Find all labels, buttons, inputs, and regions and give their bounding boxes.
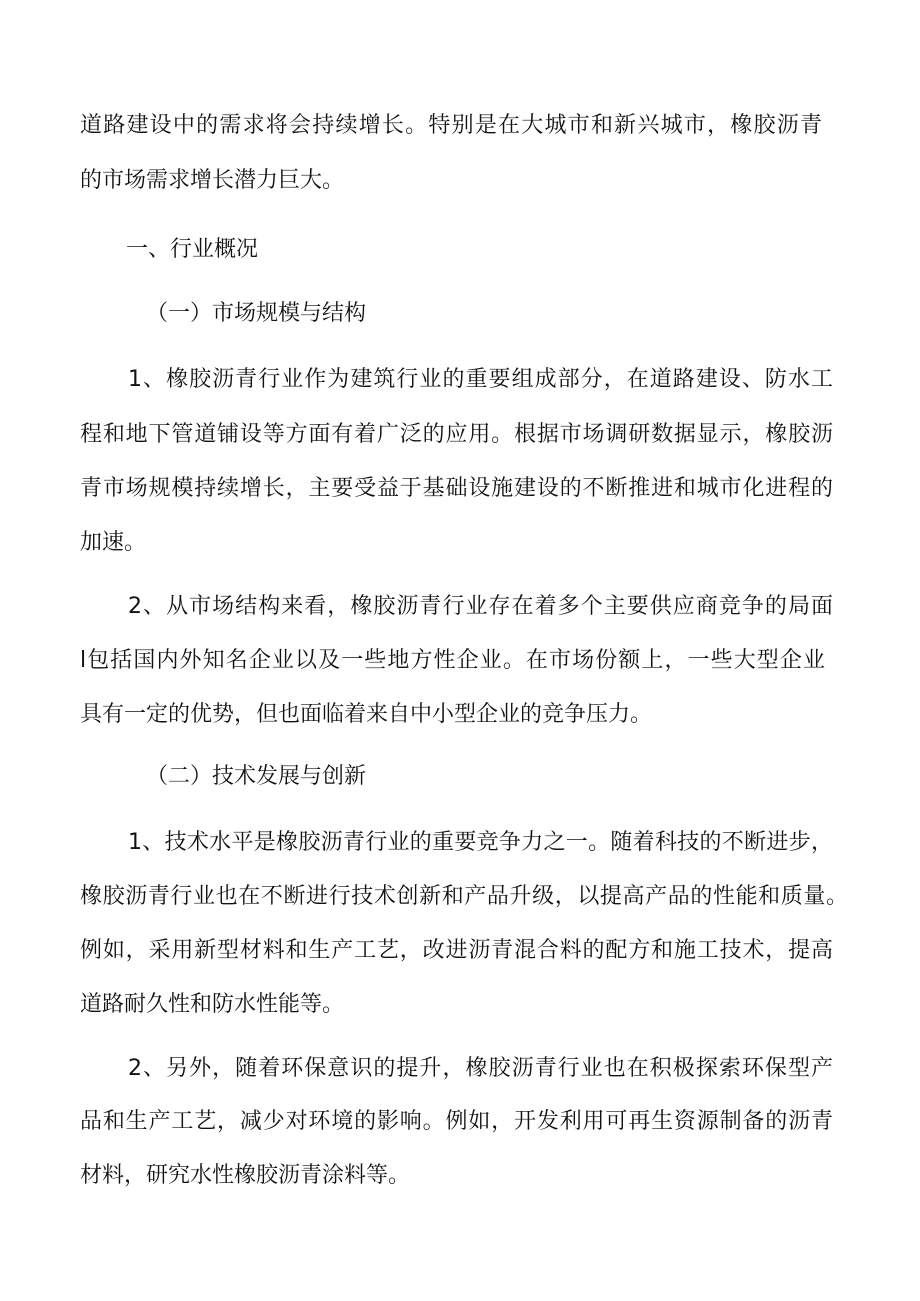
paragraph-line: 的市场需求增长潜力巨大。 <box>80 168 345 193</box>
paragraph-line: 具有一定的优势，但也面临着来自中小型企业的竞争压力。 <box>80 702 653 727</box>
text-run: 青市场规模持续增长，主要受益于基础设施建设的不断推进和城市化进程的 <box>80 476 834 501</box>
text-run: 2、另外，随着环保意识的提升，橡胶沥青行业也在积极探索环保型产 <box>128 1056 835 1081</box>
text-run: l包括国内外知名企业以及一些地方性企业。在市场份额上，一些大型企业 <box>80 648 827 673</box>
text-run: 1、橡胶沥青行业作为建筑行业的重要组成部分，在道路建设、防水工 <box>128 367 835 392</box>
section-heading: 一、行业概况 <box>126 237 259 262</box>
paragraph-line <box>128 1054 833 1084</box>
paragraph-line <box>80 646 825 676</box>
paragraph-line <box>128 365 833 395</box>
paragraph-line <box>128 828 833 858</box>
paragraph-line <box>80 420 833 450</box>
paragraph-line <box>80 474 833 504</box>
subsection-heading: （二）技术发展与创新 <box>146 764 367 789</box>
paragraph-line: 道路耐久性和防水性能等。 <box>80 992 345 1017</box>
paragraph-line <box>80 882 848 912</box>
subsection-heading: （一）市场规模与结构 <box>146 301 367 326</box>
paragraph-line <box>128 592 833 622</box>
paragraph-line <box>80 1107 833 1137</box>
text-run: 例如，采用新型材料和生产工艺，改进沥青混合料的配方和施工技术，提高 <box>80 938 834 963</box>
text-run: 橡胶沥青行业也在不断进行技术创新和产品升级，以提高产品的性能和质量。 <box>80 884 849 909</box>
text-run: 1、技术水平是橡胶沥青行业的重要竞争力之一。随着科技的不断进步， <box>128 830 834 855</box>
text-run: 2、从市场结构来看，橡胶沥青行业存在着多个主要供应商竞争的局面 <box>128 594 835 619</box>
text-run: 程和地下管道铺设等方面有着广泛的应用。根据市场调研数据显示，橡胶沥 <box>80 422 834 447</box>
paragraph-line <box>80 936 833 966</box>
text-run: 道路建设中的需求将会持续增长。特别是在大城市和新兴城市，橡胶沥青 <box>80 113 824 138</box>
text-run: 品和生产工艺，减少对环境的影响。例如，开发利用可再生资源制备的沥青 <box>80 1109 834 1134</box>
paragraph-line: 材料，研究水性橡胶沥青涂料等。 <box>80 1163 411 1188</box>
paragraph-line <box>80 111 822 141</box>
paragraph-line: 加速。 <box>80 530 147 555</box>
